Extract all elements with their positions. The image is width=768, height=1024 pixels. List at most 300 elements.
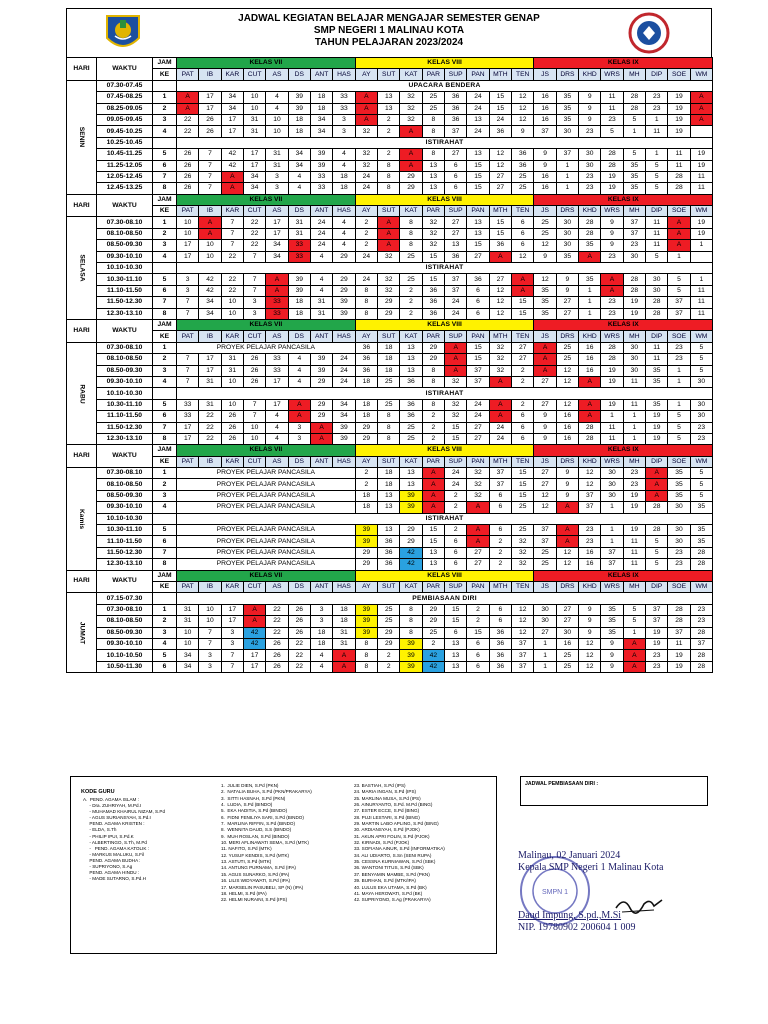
teacher-code-cell: 35 (646, 376, 668, 387)
teacher-code-cell: 39 (400, 490, 422, 501)
subject-code-header: KAR (221, 331, 243, 342)
teacher-code-cell: 11 (601, 433, 623, 444)
teacher-code-cell: 17 (177, 251, 199, 262)
subject-code-header: KAR (221, 581, 243, 592)
teacher-absent-cell: A (310, 422, 332, 433)
teacher-code-cell: 3 (310, 604, 332, 615)
teacher-code-cell: 16 (579, 354, 601, 365)
teacher-code-cell: 34 (310, 114, 332, 125)
teacher-code-cell: 27 (534, 479, 556, 490)
teacher-code-cell: 18 (310, 638, 332, 649)
teacher-code-cell: 9 (579, 114, 601, 125)
teacher-code-cell: 5 (646, 171, 668, 182)
teacher-code-cell: 30 (646, 274, 668, 285)
teacher-code-cell: 3 (243, 297, 265, 308)
teacher-code-cell: 30 (556, 217, 578, 228)
teacher-code-cell: 23 (601, 114, 623, 125)
teacher-code-cell: 3 (333, 126, 355, 137)
schedule-row (67, 274, 713, 285)
teacher-code-cell: 5 (668, 422, 690, 433)
teacher-code-cell: 9 (556, 479, 578, 490)
time-slot: 12.30-13.10 (97, 433, 153, 444)
subject-code-header: TEN (512, 581, 534, 592)
teacher-code-cell: 13 (378, 502, 400, 513)
teacher-code-cell: 8 (355, 638, 377, 649)
teacher-code-cell: 18 (333, 183, 355, 194)
teacher-code-cell: 15 (422, 274, 444, 285)
teacher-code-cell: 9 (534, 411, 556, 422)
teacher-code-cell: 16 (534, 103, 556, 114)
teacher-code-cell: 17 (243, 661, 265, 672)
teacher-absent-cell: A (422, 490, 444, 501)
subject-code-header: MTH (489, 331, 511, 342)
teacher-code-cell: 28 (646, 525, 668, 536)
teacher-code-cell: 30 (601, 468, 623, 479)
subject-code-header: SOE (668, 456, 690, 467)
teacher-code-cell: 3 (266, 183, 288, 194)
teacher-code-cell: 7 (221, 650, 243, 661)
subject-code-header: HAS (333, 456, 355, 467)
teacher-code-cell: 32 (512, 559, 534, 570)
schedule-row (67, 126, 713, 137)
schedule-row (67, 251, 713, 262)
teacher-code-cell: 39 (310, 160, 332, 171)
subject-code-header: MH (623, 331, 645, 342)
teacher-absent-cell: A (467, 502, 489, 513)
teacher-code-cell: 1 (534, 638, 556, 649)
teacher-code-cell: 30 (623, 354, 645, 365)
teacher-code-cell: 22 (221, 251, 243, 262)
teacher-code-cell: 36 (378, 536, 400, 547)
teacher-code-cell: 15 (445, 616, 467, 627)
teacher-code-cell: 12 (579, 661, 601, 672)
teacher-code-cell: 15 (489, 217, 511, 228)
teacher-code-cell: 28 (646, 308, 668, 319)
subject-code-header: AS (266, 69, 288, 80)
subject-code-header: ANT (310, 69, 332, 80)
teacher-code-cell: 18 (310, 627, 332, 638)
teacher-code-cell: 13 (467, 217, 489, 228)
teacher-code-cell: 29 (378, 297, 400, 308)
teacher-code-cell: 4 (266, 433, 288, 444)
teacher-code-cell: 32 (400, 114, 422, 125)
teacher-code-cell: 23 (668, 559, 690, 570)
teacher-code-cell: 35 (623, 160, 645, 171)
teacher-absent-cell: A (579, 411, 601, 422)
subject-code-header: JS (534, 69, 556, 80)
schedule-row (67, 388, 713, 399)
teacher-code-cell: 8 (400, 217, 422, 228)
teacher-code-cell: 39 (310, 149, 332, 160)
teacher-code-cell: 10 (243, 433, 265, 444)
teacher-code-cell: 9 (534, 433, 556, 444)
teacher-code-cell: 1 (690, 240, 712, 251)
teacher-code-cell: 13 (422, 160, 444, 171)
teacher-code-cell: 22 (199, 411, 221, 422)
subject-code-header: ANT (310, 331, 332, 342)
teacher-code-cell: 25 (400, 433, 422, 444)
schedule-row (67, 171, 713, 182)
teacher-code-cell: 24 (355, 274, 377, 285)
teacher-code-cell: 5 (623, 114, 645, 125)
teacher-code-cell: 31 (199, 376, 221, 387)
teacher-code-cell: 11 (646, 228, 668, 239)
time-slot: 12.30-13.10 (97, 559, 153, 570)
day-name (67, 468, 97, 571)
teacher-code-cell: 6 (489, 525, 511, 536)
teacher-code-cell: 3 (177, 274, 199, 285)
teacher-code-cell: 37 (489, 468, 511, 479)
teacher-code-cell: 19 (601, 399, 623, 410)
subject-code-header: SUP (445, 206, 467, 217)
teacher-code-cell: 37 (646, 616, 668, 627)
teacher-code-cell: 26 (288, 616, 310, 627)
teacher-code-cell: 16 (579, 547, 601, 558)
teacher-code-cell: 24 (310, 228, 332, 239)
jam-header: JAM (153, 58, 177, 69)
teacher-code-cell: 37 (601, 547, 623, 558)
jam-ke: 5 (153, 399, 177, 410)
subject-code-header: PAR (422, 456, 444, 467)
teacher-code-cell: 8 (378, 422, 400, 433)
teacher-code-cell: 31 (288, 217, 310, 228)
teacher-code-cell: 5 (623, 604, 645, 615)
teacher-code-cell: 28 (668, 171, 690, 182)
teacher-code-cell: 28 (668, 604, 690, 615)
jam-ke: 1 (153, 342, 177, 353)
teacher-code-cell: 4 (310, 285, 332, 296)
teacher-code-cell: 28 (623, 274, 645, 285)
title-line-3: TAHUN PELAJARAN 2023/2024 (314, 37, 464, 48)
teacher-code-cell: 18 (355, 399, 377, 410)
teacher-code-cell: 37 (445, 126, 467, 137)
teacher-code-cell (690, 251, 712, 262)
schedule-row (67, 536, 713, 547)
teacher-absent-cell: A (266, 285, 288, 296)
subject-code-header: ANT (310, 581, 332, 592)
teacher-code-cell: 8 (378, 411, 400, 422)
subject-code-header: PAT (177, 206, 199, 217)
proyek-pancasila-cell: PROYEK PELAJAR PANCASILA (177, 490, 356, 501)
jam-ke: 7 (153, 547, 177, 558)
teacher-code-cell: 28 (668, 183, 690, 194)
teacher-code-cell: 31 (177, 616, 199, 627)
jam-ke: 6 (153, 661, 177, 672)
teacher-code-cell: 19 (690, 228, 712, 239)
teacher-absent-cell: A (556, 502, 578, 513)
teacher-code-cell: 6 (512, 411, 534, 422)
teacher-code-cell: 7 (177, 354, 199, 365)
teacher-code-cell: 18 (288, 308, 310, 319)
subject-code-header: KAT (400, 206, 422, 217)
teacher-code-cell: 36 (378, 559, 400, 570)
teacher-code-cell: 24 (445, 468, 467, 479)
teacher-code-cell: 26 (243, 365, 265, 376)
teacher-code-cell: 5 (668, 411, 690, 422)
jam-cell (153, 513, 177, 524)
teacher-code-cell: 33 (177, 399, 199, 410)
teacher-code-cell: 26 (288, 627, 310, 638)
subject-code-header: ANT (310, 456, 332, 467)
teacher-code-cell: 34 (177, 661, 199, 672)
teacher-code-cell: 28 (668, 616, 690, 627)
jam-ke: 6 (153, 536, 177, 547)
subject-code-header: SUT (378, 206, 400, 217)
sign-place-date: Malinau, 02 Januari 2024 (518, 850, 621, 861)
teacher-code-cell: 35 (601, 627, 623, 638)
teacher-code-cell: 7 (199, 171, 221, 182)
subject-code-header: MH (623, 581, 645, 592)
teacher-code-cell: 35 (556, 251, 578, 262)
teacher-code-cell: 1 (668, 365, 690, 376)
teacher-code-cell: 36 (489, 240, 511, 251)
teacher-code-cell: 11 (646, 342, 668, 353)
teacher-code-cell: 36 (445, 251, 467, 262)
teacher-code-cell: 37 (512, 650, 534, 661)
teacher-code-cell: 28 (690, 661, 712, 672)
teacher-code-cell: 18 (333, 604, 355, 615)
teacher-code-cell: 22 (266, 604, 288, 615)
teacher-code-cell: 28 (579, 433, 601, 444)
subject-code-header: PAN (467, 456, 489, 467)
teacher-code-cell: 28 (579, 217, 601, 228)
teacher-code-cell: 39 (333, 308, 355, 319)
jam-ke: 6 (153, 411, 177, 422)
subject-code-header: ANT (310, 206, 332, 217)
teacher-code-cell: 28 (623, 103, 645, 114)
teacher-code-cell: 22 (177, 114, 199, 125)
teacher-code-cell: 15 (512, 490, 534, 501)
schedule-row (67, 525, 713, 536)
teacher-code-cell: 7 (221, 228, 243, 239)
jam-ke: 6 (153, 160, 177, 171)
teacher-absent-cell: A (400, 160, 422, 171)
teacher-code-cell: 13 (378, 490, 400, 501)
teacher-code-cell: 27 (556, 297, 578, 308)
jam-ke: 5 (153, 274, 177, 285)
teacher-code-cell: 39 (355, 525, 377, 536)
subject-code-header: HAS (333, 331, 355, 342)
subject-code-header: AY (355, 206, 377, 217)
teacher-absent-cell: A (489, 251, 511, 262)
teacher-code-cell: 26 (177, 160, 199, 171)
proyek-pancasila-cell: PROYEK PELAJAR PANCASILA (177, 468, 356, 479)
teacher-code-cell: 36 (445, 114, 467, 125)
teacher-code-cell: 19 (623, 525, 645, 536)
time-slot: 10.30-11.10 (97, 525, 153, 536)
subject-code-header: AY (355, 581, 377, 592)
teacher-absent-cell: A (266, 274, 288, 285)
teacher-code-cell: 2 (355, 228, 377, 239)
teacher-code-cell: 19 (668, 650, 690, 661)
teacher-code-cell: 19 (601, 183, 623, 194)
schedule-row (67, 92, 713, 103)
teacher-code-cell: 6 (445, 536, 467, 547)
time-slot: 07.30-08.10 (97, 342, 153, 353)
teacher-code-cell: 29 (310, 399, 332, 410)
teacher-code-cell: 6 (489, 490, 511, 501)
subject-code-header: KAT (400, 69, 422, 80)
teacher-code-cell: 11 (690, 171, 712, 182)
jam-cell (153, 388, 177, 399)
teacher-code-cell: 23 (579, 183, 601, 194)
teacher-code-cell: 3 (288, 422, 310, 433)
teacher-code-cell: 12 (556, 547, 578, 558)
teacher-code-cell: 16 (556, 411, 578, 422)
teacher-code-cell: 29 (310, 376, 332, 387)
day-header-row (67, 319, 713, 330)
teacher-code-cell: 27 (467, 251, 489, 262)
time-slot: 08.10-08.50 (97, 354, 153, 365)
teacher-code-cell: 26 (243, 354, 265, 365)
teacher-absent-cell: A (199, 217, 221, 228)
teacher-code-cell: 42 (243, 627, 265, 638)
teacher-code-cell: 13 (400, 354, 422, 365)
teacher-code-cell: 35 (690, 502, 712, 513)
teacher-code-cell: 18 (310, 103, 332, 114)
teacher-code-cell: 4 (288, 171, 310, 182)
subject-code-header: IB (199, 206, 221, 217)
teacher-code-cell: 13 (467, 114, 489, 125)
teacher-code-cell: 31 (199, 399, 221, 410)
teacher-code-cell: 34 (221, 92, 243, 103)
subject-code-header: WRS (601, 206, 623, 217)
teacher-code-cell: 26 (221, 411, 243, 422)
teacher-code-cell: 22 (288, 661, 310, 672)
teacher-code-cell: 22 (243, 228, 265, 239)
teacher-code-cell: 29 (400, 171, 422, 182)
teacher-code-cell: 9 (534, 422, 556, 433)
day-name (67, 217, 97, 320)
teacher-code-cell: 33 (310, 183, 332, 194)
teacher-absent-cell: A (221, 171, 243, 182)
teacher-code-cell: 1 (623, 627, 645, 638)
teacher-code-cell: 32 (445, 376, 467, 387)
teacher-absent-cell: A (489, 399, 511, 410)
time-slot: 09.45-10.25 (97, 126, 153, 137)
teacher-code-cell: 29 (355, 547, 377, 558)
teacher-absent-cell: A (221, 183, 243, 194)
teacher-code-cell: 15 (422, 536, 444, 547)
teacher-code-cell: 8 (400, 604, 422, 615)
teacher-code-cell: 36 (400, 399, 422, 410)
teacher-code-cell: 19 (690, 217, 712, 228)
schedule-row (67, 399, 713, 410)
teacher-absent-cell: A (489, 411, 511, 422)
teacher-code-cell: 7 (199, 183, 221, 194)
teacher-code-cell: 18 (378, 479, 400, 490)
teacher-code-cell: 33 (266, 354, 288, 365)
teacher-absent-cell: A (690, 114, 712, 125)
teacher-code-cell: 35 (690, 536, 712, 547)
day-label: SELASA (78, 254, 86, 282)
teacher-code-cell: 42 (243, 638, 265, 649)
teacher-code-cell: 30 (601, 479, 623, 490)
teacher-code-cell: 8 (422, 376, 444, 387)
day-name (67, 342, 97, 445)
teacher-code-cell: 16 (556, 433, 578, 444)
teacher-code-cell: 16 (579, 365, 601, 376)
teacher-code-cell: 5 (646, 547, 668, 558)
schedule-row (67, 604, 713, 615)
teacher-code-cell: 4 (288, 376, 310, 387)
day-header-row (67, 570, 713, 581)
teacher-code-cell: 28 (579, 228, 601, 239)
teacher-code-cell: 30 (556, 240, 578, 251)
jam-ke: 5 (153, 650, 177, 661)
teacher-code-cell: 1 (668, 399, 690, 410)
teacher-code-cell: 35 (534, 297, 556, 308)
teacher-code-cell: 2 (400, 285, 422, 296)
teacher-code-cell: 7 (199, 627, 221, 638)
teacher-code-cell: 17 (177, 422, 199, 433)
teacher-code-cell: 19 (668, 103, 690, 114)
jam-ke: 1 (153, 92, 177, 103)
day-label: JUMAT (78, 621, 86, 644)
teacher-code-cell: 6 (467, 638, 489, 649)
ke-header: KE (153, 69, 177, 80)
teacher-code-cell: 25 (512, 171, 534, 182)
teacher-code-cell: 28 (690, 547, 712, 558)
schedule-row (67, 240, 713, 251)
hari-header: HARI (67, 58, 97, 81)
teacher-code-cell: 42 (199, 274, 221, 285)
subject-code-header: SUT (378, 331, 400, 342)
subject-code-header: KHD (579, 206, 601, 217)
subject-code-header: DRS (556, 69, 578, 80)
schedule-row (67, 297, 713, 308)
teacher-code-cell: 9 (534, 149, 556, 160)
teacher-code-cell: 11 (690, 297, 712, 308)
teacher-code-cell: 5 (668, 274, 690, 285)
teacher-code-cell: 30 (668, 536, 690, 547)
teacher-code-cell: 27 (489, 274, 511, 285)
teacher-code-cell: 8 (422, 114, 444, 125)
teacher-code-cell: 35 (646, 365, 668, 376)
hari-header: HARI (67, 319, 97, 342)
teacher-code-cell: 12 (534, 274, 556, 285)
teacher-code-cell: 5 (646, 559, 668, 570)
teacher-code-cell: 31 (221, 365, 243, 376)
subject-code-header: DS (288, 581, 310, 592)
teacher-code-cell: 25 (512, 525, 534, 536)
teacher-code-cell: 29 (355, 559, 377, 570)
teacher-code-cell: 15 (445, 604, 467, 615)
teacher-code-cell: 42 (422, 650, 444, 661)
teacher-code-cell: 25 (378, 399, 400, 410)
proyek-pancasila-cell: PROYEK PELAJAR PANCASILA (177, 502, 356, 513)
subject-code-header: KAT (400, 331, 422, 342)
teacher-code-cell: 15 (489, 92, 511, 103)
teacher-code-cell: 18 (310, 92, 332, 103)
subject-code-header: KHD (579, 456, 601, 467)
teacher-code-cell: 15 (512, 308, 534, 319)
time-slot: 10.30-11.10 (97, 274, 153, 285)
teacher-code-cell (690, 126, 712, 137)
teacher-code-box (70, 776, 497, 954)
teacher-code-cell: 18 (333, 616, 355, 627)
teacher-code-cell: 5 (623, 149, 645, 160)
teacher-code-cell: 8 (378, 433, 400, 444)
teacher-code-cell: 37 (646, 604, 668, 615)
subject-code-header: AS (266, 331, 288, 342)
jam-ke: 5 (153, 149, 177, 160)
teacher-code-cell: 32 (445, 399, 467, 410)
teacher-code-cell: 35 (556, 92, 578, 103)
teacher-code-cell: 33 (266, 308, 288, 319)
teacher-code-cell: 11 (668, 149, 690, 160)
teacher-code-cell: 2 (445, 502, 467, 513)
